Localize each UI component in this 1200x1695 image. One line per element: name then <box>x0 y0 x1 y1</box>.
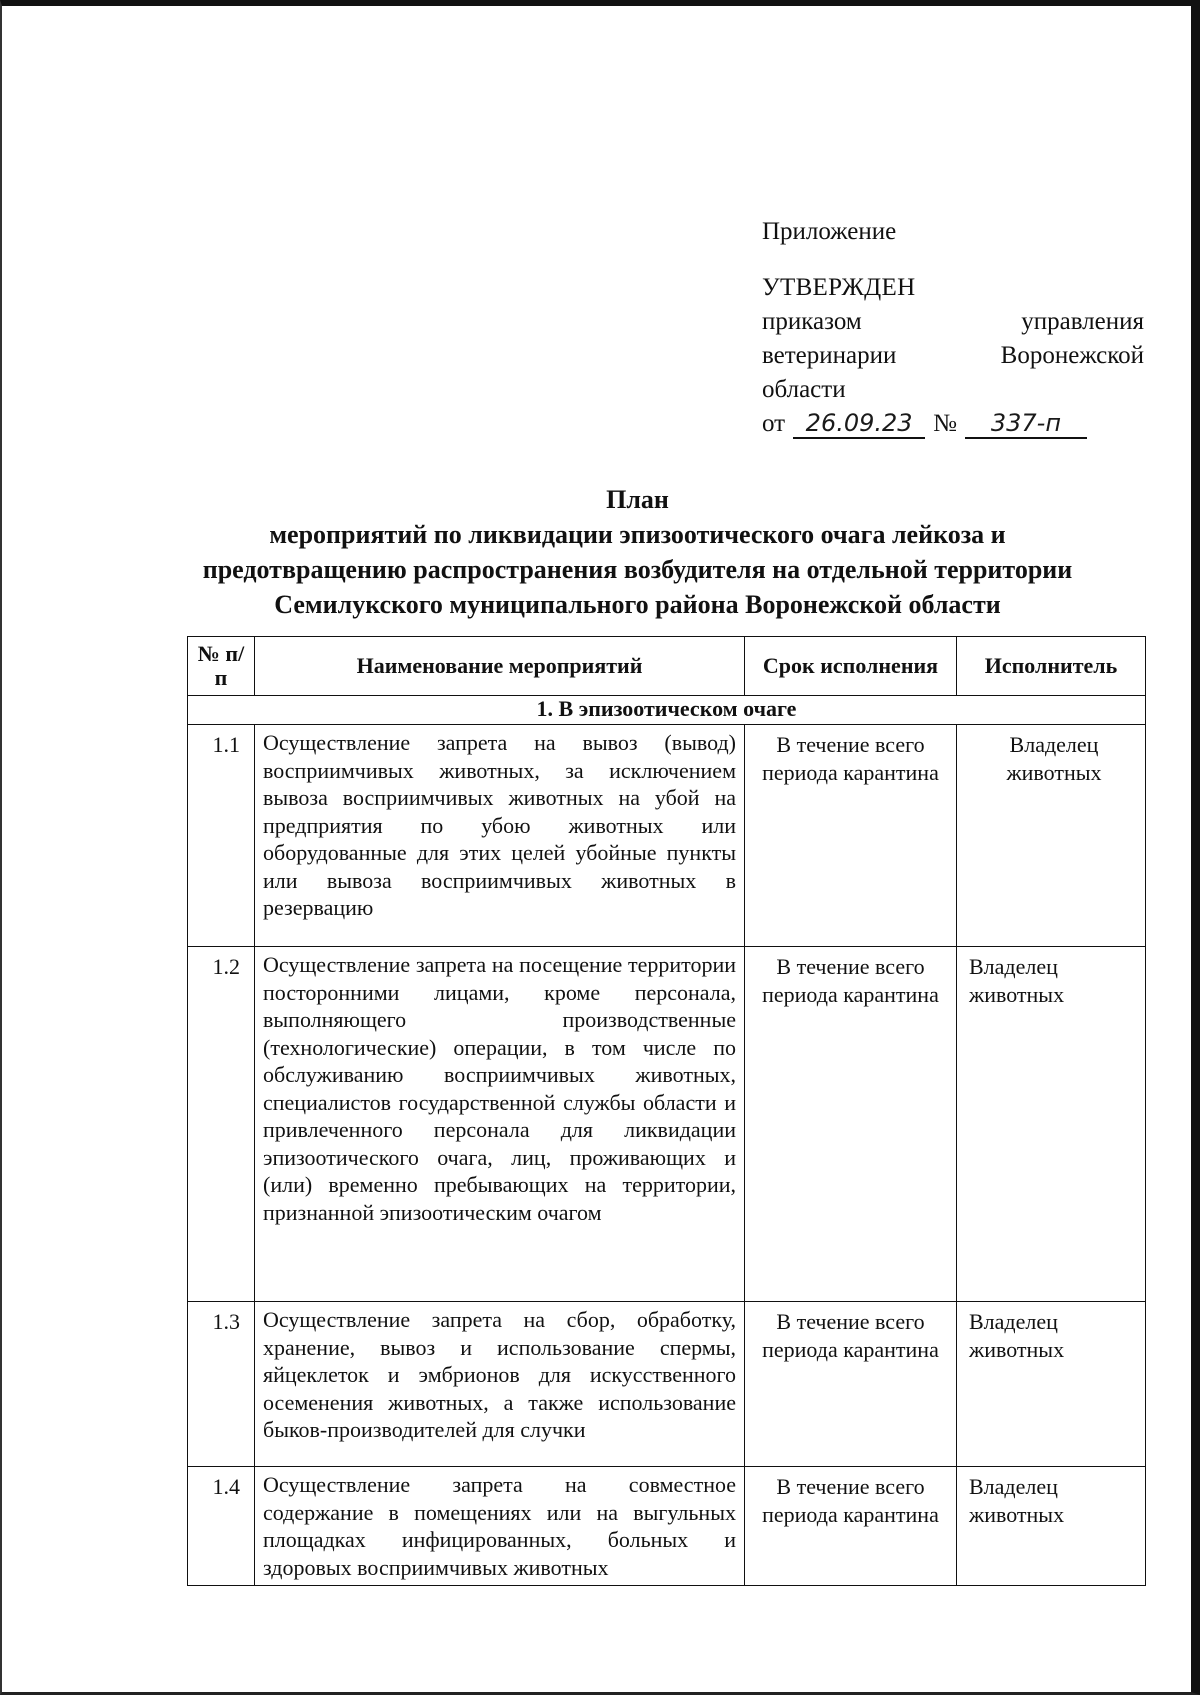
row-deadline: В течение всего периода карантина <box>745 1302 957 1467</box>
approved-label: УТВЕРЖДЕН <box>762 274 916 301</box>
document-title <box>140 482 1135 622</box>
row-executor: Владелец животных <box>957 725 1146 947</box>
approval-line-3: области <box>762 376 846 403</box>
row-executor: Владелец животных <box>957 1467 1146 1586</box>
row-num: 1.1 <box>188 725 255 947</box>
row-deadline: В течение всего периода карантина <box>745 725 957 947</box>
row-deadline: В течение всего периода карантина <box>745 1467 957 1586</box>
title-line-2: мероприятий по ликвидации эпизоотического очага лейкоза и <box>269 520 1006 549</box>
row-executor: Владелец животных <box>957 947 1146 1302</box>
header-deadline: Срок исполнения <box>745 637 957 696</box>
title-line-1: План <box>606 485 669 514</box>
approval-block <box>762 215 1144 441</box>
approval-line-1 <box>762 305 1144 339</box>
handwritten-date: 26.09.23 <box>793 409 925 439</box>
table-row <box>188 1302 1146 1467</box>
row-deadline: В течение всего периода карантина <box>745 947 957 1302</box>
plan-table <box>187 636 1146 1586</box>
table-row <box>188 725 1146 947</box>
row-num: 1.2 <box>188 947 255 1302</box>
row-num: 1.3 <box>188 1302 255 1467</box>
approval-word-veterinary: ветеринарии <box>762 342 897 369</box>
table-header-row <box>188 637 1146 696</box>
from-label: от <box>762 410 786 437</box>
approval-word-order: приказом <box>762 308 862 335</box>
header-name: Наименование мероприятий <box>255 637 745 696</box>
approval-word-department: управления <box>1021 308 1144 335</box>
section-title: 1. В эпизоотическом очаге <box>188 696 1146 725</box>
section-row <box>188 696 1146 725</box>
row-action: Осуществление запрета на посещение территории посторонними лицами, кроме персонала, выполняющего производственные (технологические) операции, в том числе по обслуживанию восприимчивых животных, специалистов государственной службы области и привлеченного персонала для ликвидации эпизоотического очага, лиц, проживающих и (или) временно пребывающих на территории, признанной эпизоотическим очагом <box>255 947 745 1302</box>
approval-date-number-line <box>762 407 1144 441</box>
appendix-label: Приложение <box>762 218 897 245</box>
row-num: 1.4 <box>188 1467 255 1586</box>
row-executor: Владелец животных <box>957 1302 1146 1467</box>
header-executor: Исполнитель <box>957 637 1146 696</box>
table-row <box>188 947 1146 1302</box>
approval-word-voronezh: Воронежской <box>1000 342 1144 369</box>
row-action: Осуществление запрета на вывоз (вывод) восприимчивых животных, за исключением вывоза восприимчивых животных на убой на предприятия по убою животных или оборудованные для этих целей убойные пункты или вывоза восприимчивых животных в резервацию <box>255 725 745 947</box>
title-line-4: Семилукского муниципального района Воронежской области <box>274 590 1001 619</box>
approval-line-2 <box>762 339 1144 373</box>
handwritten-number: 337-п <box>965 409 1087 439</box>
title-line-3: предотвращению распространения возбудителя на отдельной территории <box>202 555 1073 584</box>
row-action: Осуществление запрета на сбор, обработку, хранение, вывоз и использование спермы, яйцеклеток и эмбрионов для искусственного осеменения животных, а также использование быков-производителей для случки <box>255 1302 745 1467</box>
number-label: № <box>933 410 957 437</box>
table-row <box>188 1467 1146 1586</box>
header-num: № п/п <box>188 637 255 696</box>
row-action: Осуществление запрета на совместное содержание в помещениях или на выгульных площадках инфицированных, больных и здоровых восприимчивых животных <box>255 1467 745 1586</box>
